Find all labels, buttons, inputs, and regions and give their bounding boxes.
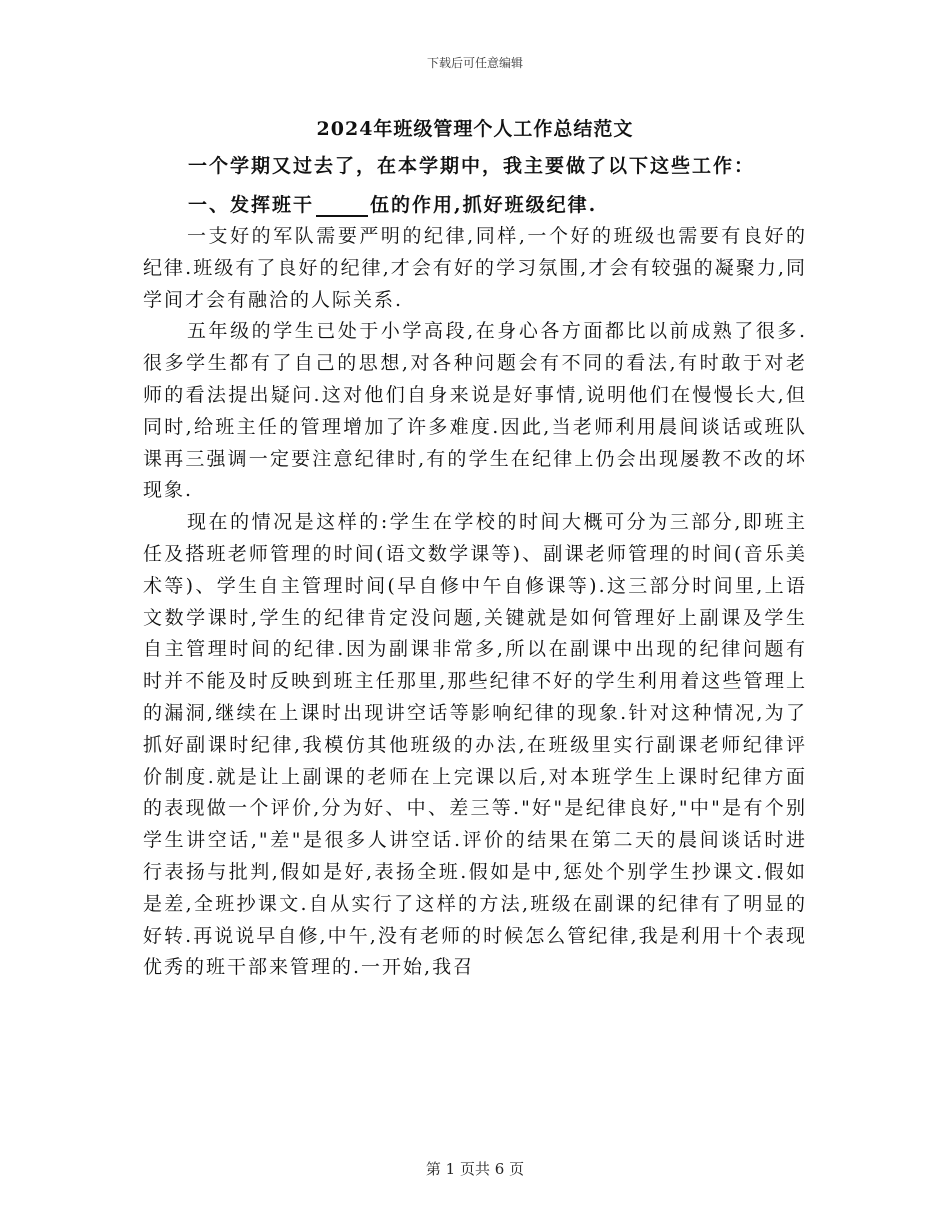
- section-heading-1-part2: 伍的作用,抓好班级纪律.: [370, 194, 598, 216]
- fill-in-blank: [316, 197, 368, 217]
- section-heading-1-part1: 一、发挥班干: [188, 194, 315, 216]
- paragraph-current-situation: 现在的情况是这样的:学生在学校的时间大概可分为三部分,即班主任及搭班老师管理的时间(语文数学课等)、副课老师管理的时间(音乐美术等)、学生自主管理时间(早自修中午自修课等).这三部分时间里,上语文数学课时,学生的纪律肯定没问题,关键就是如何管理好上副课及学生自主管理时间的纪律.因为副课非常多,所以在副课中出现的纪律问题有时并不能及时反映到班主任那里,那些纪律不好的学生利用着这些管理上的漏洞,继续在上课时出现讲空话等影响纪律的现象.针对这种情况,为了抓好副课时纪律,我模仿其他班级的办法,在班级里实行副课老师纪律评价制度.就是让上副课的老师在上完课以后,对本班学生上课时纪律方面的表现做一个评价,分为好、中、差三等."好"是纪律良好,"中"是有个别学生讲空话,"差"是很多人讲空话.评价的结果在第二天的晨间谈话时进行表扬与批判,假如是好,表扬全班.假如是中,惩处个别学生抄课文.假如是差,全班抄课文.自从实行了这样的方法,班级在副课的纪律有了明显的好转.再说说早自修,中午,没有老师的时候怎么管纪律,我是利用十个表现优秀的班干部来管理的.一开始,我召: [143, 511, 807, 979]
- document-title: 2024年班级管理个人工作总结范文: [316, 118, 634, 140]
- document-body: [143, 221, 807, 984]
- intro-line: 一个学期又过去了，在本学期中，我主要做了以下这些工作：: [188, 155, 756, 177]
- page-footer-indicator: 第 1 页共 6 页: [425, 1160, 525, 1178]
- paragraph-grade-five-students: 五年级的学生已处于小学高段,在身心各方面都比以前成熟了很多.很多学生都有了自己的思想,对各种问题会有不同的看法,有时敢于对老师的看法提出疑问.这对他们自身来说是好事情,说明他们在慢慢长大,但同时,给班主任的管理增加了许多难度.因此,当老师利用晨间谈话或班队课再三强调一定要注意纪律时,有的学生在纪律上仍会出现屡教不改的坏现象.: [143, 320, 807, 502]
- section-heading-1: [188, 190, 828, 217]
- page-header-note: 下载后可任意编辑: [426, 56, 523, 70]
- paragraph-discipline-intro: 一支好的军队需要严明的纪律,同样,一个好的班级也需要有良好的纪律.班级有了良好的纪律,才会有好的学习氛围,才会有较强的凝聚力,同学间才会有融洽的人际关系.: [143, 225, 807, 311]
